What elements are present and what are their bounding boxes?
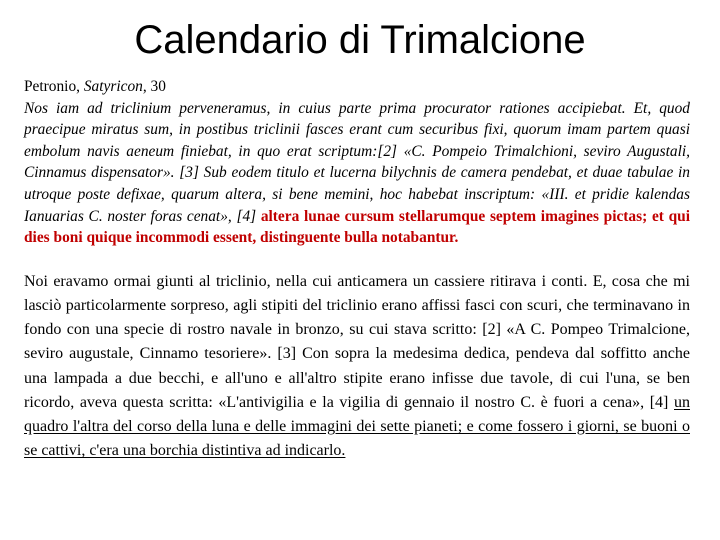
translation-text: Noi eravamo ormai giunti al triclinio, nella cui anticamera un cassiere ritirava i conti. E, cosa che mi lasciò particolarmente sorpreso, agli stipiti del triclinio erano affissi fasci con scuri, che terminavano in fondo con una specie di rostro navale in bronzo, su cui stava scritto: [2] «A C. Pompeo Trimalcione, seviro augustale, Cinnamo tesoriere». [3] Con sopra la medesima dedica, pendeva dal soffitto anche una lampada a due becchi, e all'uno e all'altro stipite erano infisse due tavole, di cui l'una, se ben ricordo, aveva questa scritta: «L'antivigilia e la vigilia di gennaio il nostro C. è fuori a cena», [4] (24, 272, 690, 411)
italian-translation (24, 270, 690, 464)
page-title: Calendario di Trimalcione (134, 18, 586, 62)
latin-text: Nos iam ad triclinium perveneramus, in cuius parte prima procurator rationes accipiebat. Et, quod praecipue miratus sum, in postibus triclinii fasces erant cum securibus fixi, quorum imam partem quasi embolum navis aeneum finiebat, in quo erat scriptum:[2] «C. Pompeio Trimalchioni, seviro Augustali, Cinnamus dispensator». [3] Sub eodem titulo et lucerna bilychnis de camera pendebat, et duae tabulae in utroque poste defixae, quarum altera, si bene memini, hoc habebat inscriptum: «III. et pridie kalendas Ianuarias C. noster foras cenat», [4] (24, 99, 690, 225)
citation-chapter: , 30 (142, 78, 166, 95)
citation-author: Petronio, (24, 78, 84, 95)
citation-work: Satyricon (83, 78, 143, 95)
latin-passage (24, 98, 690, 249)
latin-highlight: altera lunae cursum stellarumque septem imagines pictas; et qui dies boni quique incommodi essent, distinguente bulla notabantur. (24, 207, 690, 247)
citation (24, 76, 690, 98)
document-body (24, 76, 690, 463)
translation-highlight: un quadro l'altra del corso della luna e delle immagini dei sette pianeti; e come fossero i giorni, se buoni o se cattivi, c'era una borchia distintiva ad indicarlo. (24, 393, 690, 460)
